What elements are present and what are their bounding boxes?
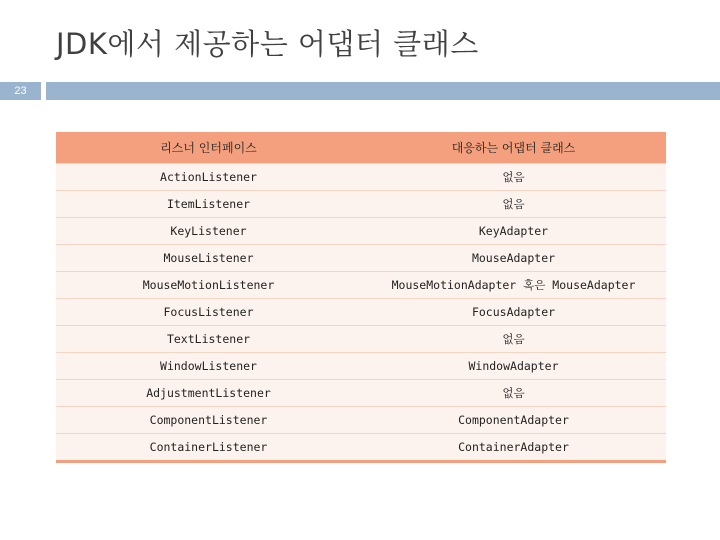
table-row xyxy=(56,191,666,218)
column-header-listener: 리스너 인터페이스 xyxy=(56,132,361,164)
slide-title: JDK에서 제공하는 어댑터 클래스 xyxy=(56,27,479,61)
table-row xyxy=(56,299,666,326)
adapter-table-container xyxy=(56,132,666,463)
listener-cell: ComponentListener xyxy=(56,407,361,434)
adapter-cell: KeyAdapter xyxy=(361,218,666,245)
table-row xyxy=(56,434,666,462)
table-row xyxy=(56,353,666,380)
adapter-cell: 없음 xyxy=(361,326,666,353)
header-bar xyxy=(46,82,720,100)
adapter-table xyxy=(56,132,666,463)
adapter-cell: ContainerAdapter xyxy=(361,434,666,462)
table-row xyxy=(56,326,666,353)
adapter-cell: MouseMotionAdapter 혹은 MouseAdapter xyxy=(361,272,666,299)
table-row xyxy=(56,380,666,407)
table-row xyxy=(56,245,666,272)
listener-cell: KeyListener xyxy=(56,218,361,245)
table-row xyxy=(56,218,666,245)
listener-cell: AdjustmentListener xyxy=(56,380,361,407)
listener-cell: FocusListener xyxy=(56,299,361,326)
listener-cell: WindowListener xyxy=(56,353,361,380)
listener-cell: TextListener xyxy=(56,326,361,353)
adapter-cell: ComponentAdapter xyxy=(361,407,666,434)
table-row xyxy=(56,407,666,434)
page-number: 23 xyxy=(14,85,27,97)
listener-cell: MouseMotionListener xyxy=(56,272,361,299)
listener-cell: ActionListener xyxy=(56,164,361,191)
adapter-cell: 없음 xyxy=(361,164,666,191)
table-row xyxy=(56,272,666,299)
column-header-adapter: 대응하는 어댑터 클래스 xyxy=(361,132,666,164)
table-header-row xyxy=(56,132,666,164)
listener-cell: ContainerListener xyxy=(56,434,361,462)
table-row xyxy=(56,164,666,191)
adapter-cell: MouseAdapter xyxy=(361,245,666,272)
adapter-cell: FocusAdapter xyxy=(361,299,666,326)
listener-cell: ItemListener xyxy=(56,191,361,218)
adapter-cell: 없음 xyxy=(361,191,666,218)
adapter-cell: 없음 xyxy=(361,380,666,407)
listener-cell: MouseListener xyxy=(56,245,361,272)
adapter-cell: WindowAdapter xyxy=(361,353,666,380)
